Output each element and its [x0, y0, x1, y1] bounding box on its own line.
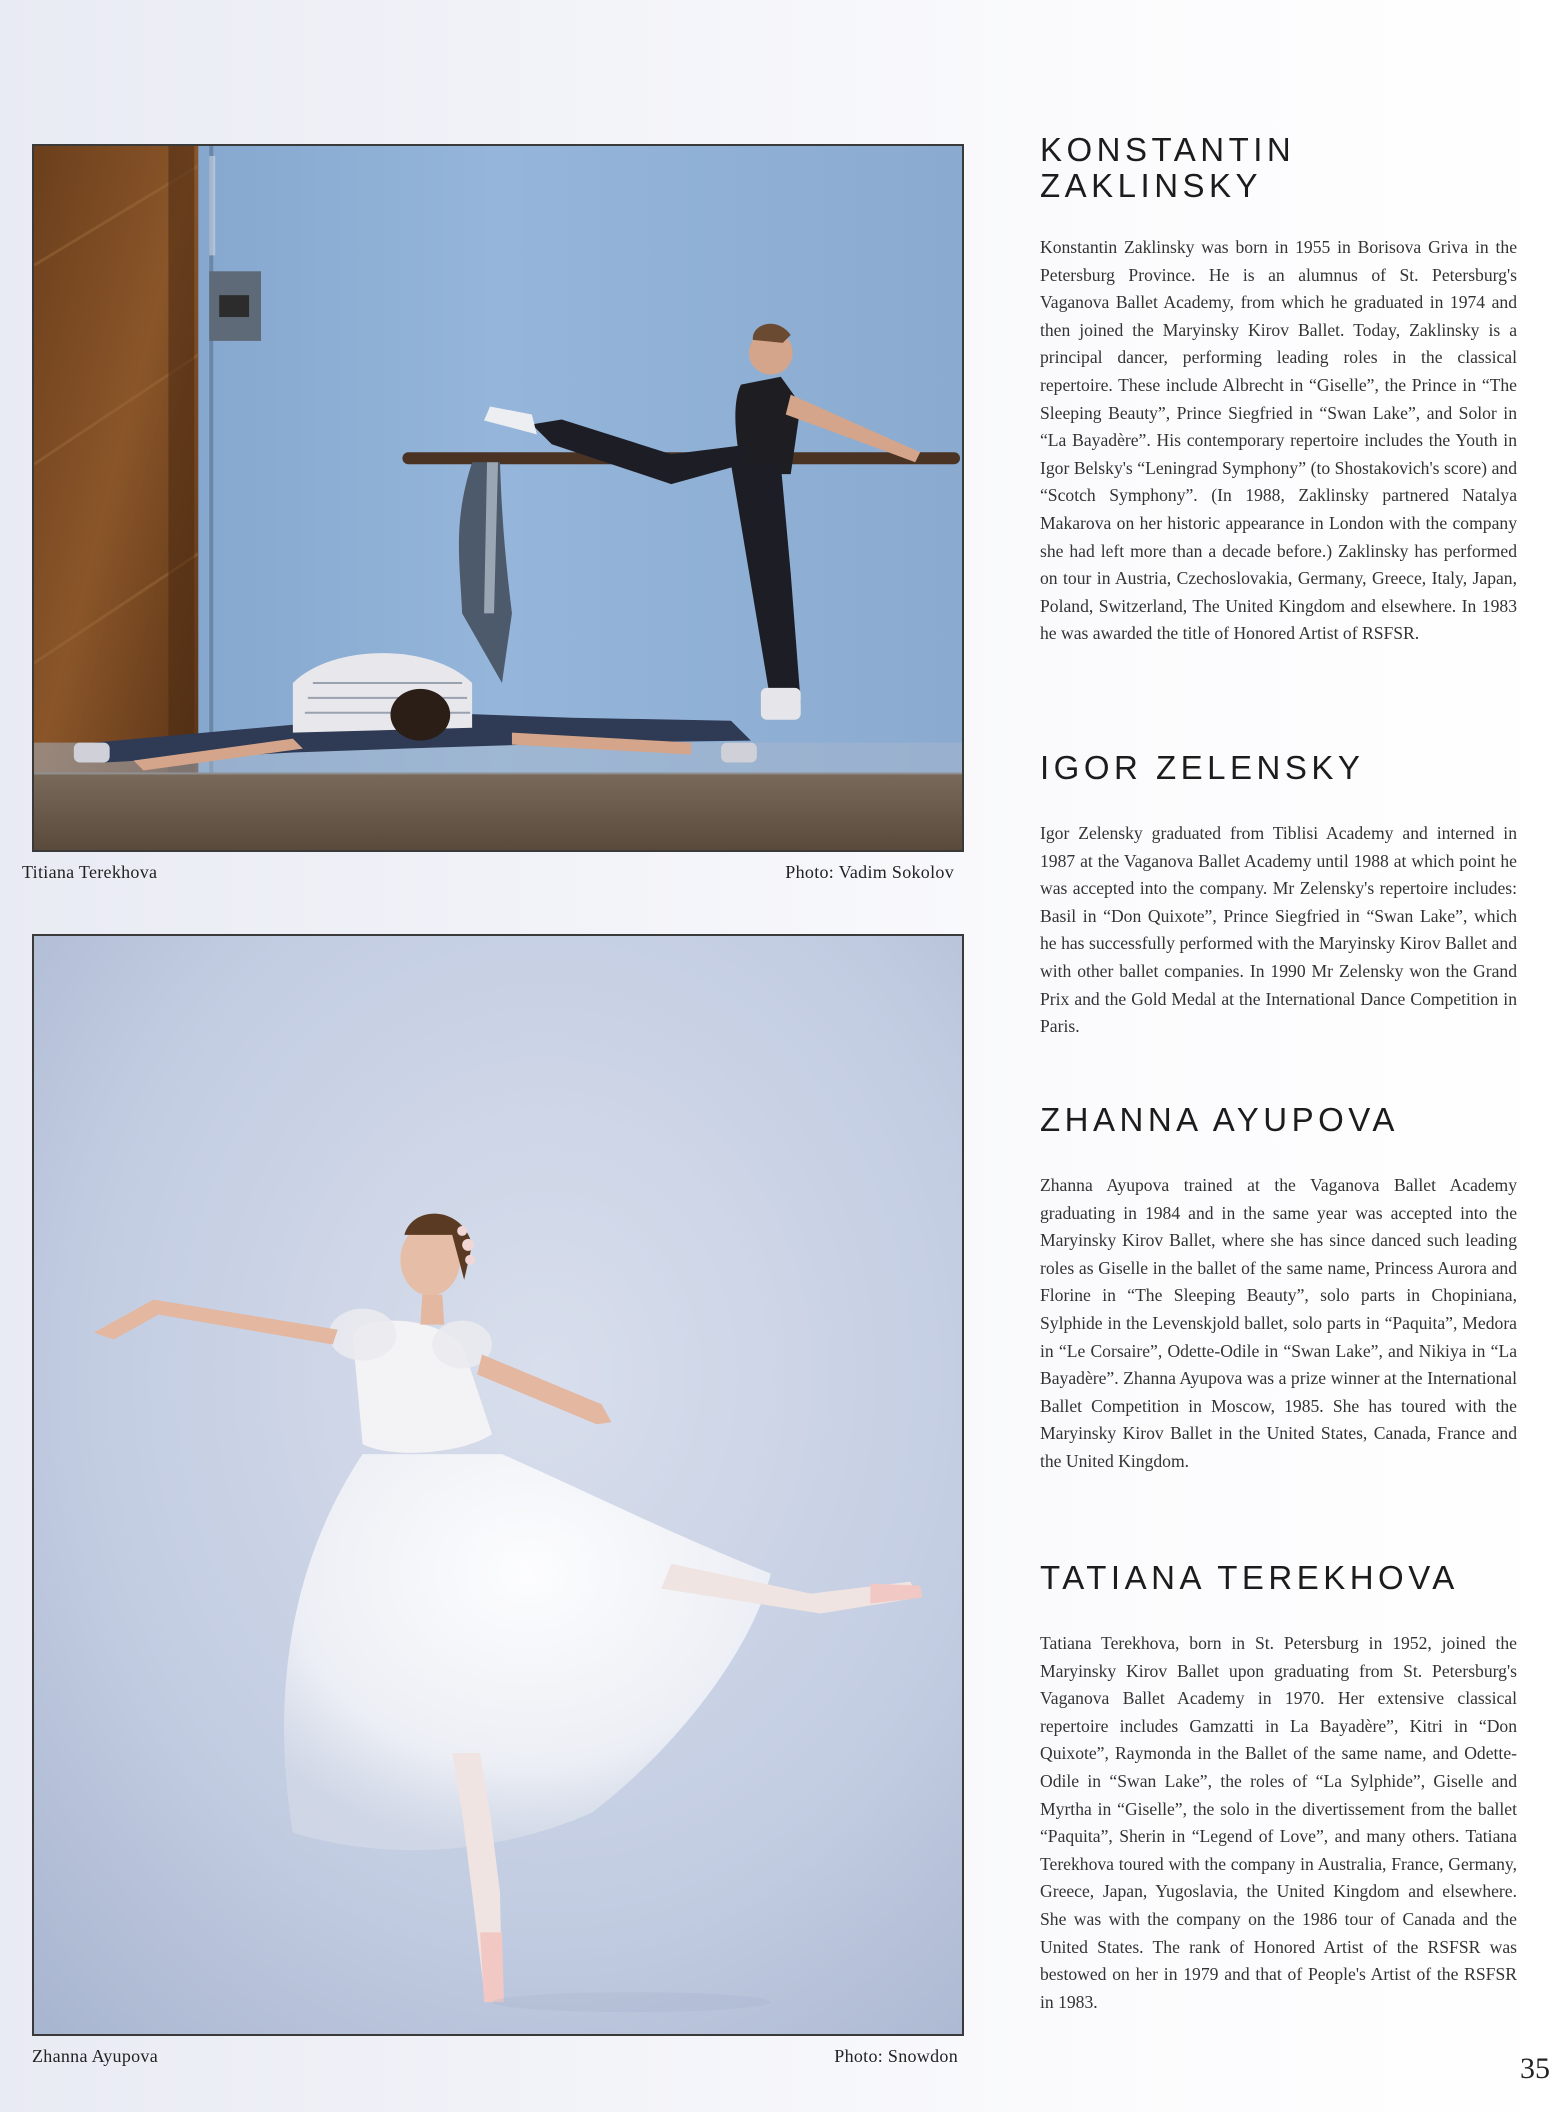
rehearsal-photo	[32, 144, 964, 852]
biography-tatiana-terekhova	[1040, 1560, 1517, 2016]
rehearsal-photo-image	[34, 146, 962, 850]
biography-text: Tatiana Terekhova, born in St. Petersburg in 1952, joined the Maryinsky Kirov Ballet upon graduating from St. Petersburg's Vaganova Ballet Academy in 1970. Her extensive classical repertoire includes Gamzatti in La Bayadère”, Kitri in “Don Quixote”, Raymonda in the Ballet of the same name, and Odette-Odile in “Swan Lake”, the roles of “La Sylphide”, Giselle and Myrtha in “Giselle”, the solo in the divertissement from the ballet “Paquita”, Sherin in “Legend of Love”, and many others. Tatiana Terekhova toured with the company in Australia, France, Germany, Greece, Japan, Yugoslavia, the United Kingdom and elsewhere. She was with the company on the 1986 tour of Canada and the United States. The rank of Honored Artist of the RSFSR was bestowed on her in 1979 and that of People's Artist of the RSFSR in 1983.	[1040, 1633, 1517, 2012]
biography-text: Zhanna Ayupova trained at the Vaganova Ballet Academy graduating in 1984 and in the same year was accepted into the Maryinsky Kirov Ballet, where she has since danced such leading roles as Giselle in the ballet of the same name, Princess Aurora and Florine in “The Sleeping Beauty”, solo parts in Chopiniana, Sylphide in the Levenskjold ballet, solo parts in “Paquita”, Medora in “Le Corsaire”, Odette-Odile in “Swan Lake”, and Nikiya in “La Bayadère”. Zhanna Ayupova was a prize winner at the International Ballet Competition in Moscow, 1985. She has toured with the Maryinsky Kirov Ballet in the United States, Canada, France and the United Kingdom.	[1040, 1175, 1517, 1471]
biography-text: Konstantin Zaklinsky was born in 1955 in Borisova Griva in the Petersburg Province. He is an alumnus of St. Petersburg's Vaganova Ballet Academy, from which he graduated in 1974 and then joined the Maryinsky Kirov Ballet. Today, Zaklinsky is a principal dancer, performing leading roles in the classical repertoire. These include Albrecht in “Giselle”, the Prince in “The Sleeping Beauty”, Prince Siegfried in “Swan Lake”, and Solor in “La Bayadère”. His contemporary repertoire includes the Youth in Igor Belsky's “Leningrad Symphony” (to Shostakovich's score) and “Scotch Symphony”. (In 1988, Zaklinsky partnered Natalya Makarova on her historic appearance in London with the company she had left more than a decade before.) Zaklinsky has performed on tour in Austria, Czechoslovakia, Germany, Greece, Italy, Japan, Poland, Switzerland, The United Kingdom and elsewhere. In 1983 he was awarded the title of Honored Artist of RSFSR.	[1040, 237, 1517, 644]
biography-konstantin-zaklinsky	[1040, 132, 1517, 648]
biography-zhanna-ayupova	[1040, 1102, 1517, 1476]
heading-line: KONSTANTIN	[1040, 131, 1296, 168]
page-number: 35	[1520, 2052, 1550, 2085]
photo-credit: Photo: Vadim Sokolov	[785, 862, 954, 882]
biography-igor-zelensky	[1040, 750, 1517, 1041]
biography-heading	[1040, 132, 1517, 204]
ballerina-photo	[32, 934, 964, 2036]
photo-caption-subject: Zhanna Ayupova	[32, 2046, 159, 2066]
biography-heading: TATIANA TEREKHOVA	[1040, 1559, 1459, 1596]
heading-line: ZAKLINSKY	[1040, 167, 1263, 204]
ballerina-photo-image	[34, 936, 962, 2034]
photo-credit: Photo: Snowdon	[834, 2046, 958, 2066]
biography-heading: IGOR ZELENSKY	[1040, 749, 1365, 786]
biography-text: Igor Zelensky graduated from Tiblisi Academy and interned in 1987 at the Vaganova Ballet Academy until 1988 at which point he was accepted into the company. Mr Zelensky's repertoire includes: Basil in “Don Quixote”, Prince Siegfried in “Swan Lake”, which he has successfully performed with the Maryinsky Kirov Ballet and with other ballet companies. In 1990 Mr Zelensky won the Grand Prix and the Gold Medal at the International Dance Competition in Paris.	[1040, 823, 1517, 1037]
biography-heading: ZHANNA AYUPOVA	[1040, 1101, 1399, 1138]
photo-caption-subject: Titiana Terekhova	[22, 862, 158, 882]
